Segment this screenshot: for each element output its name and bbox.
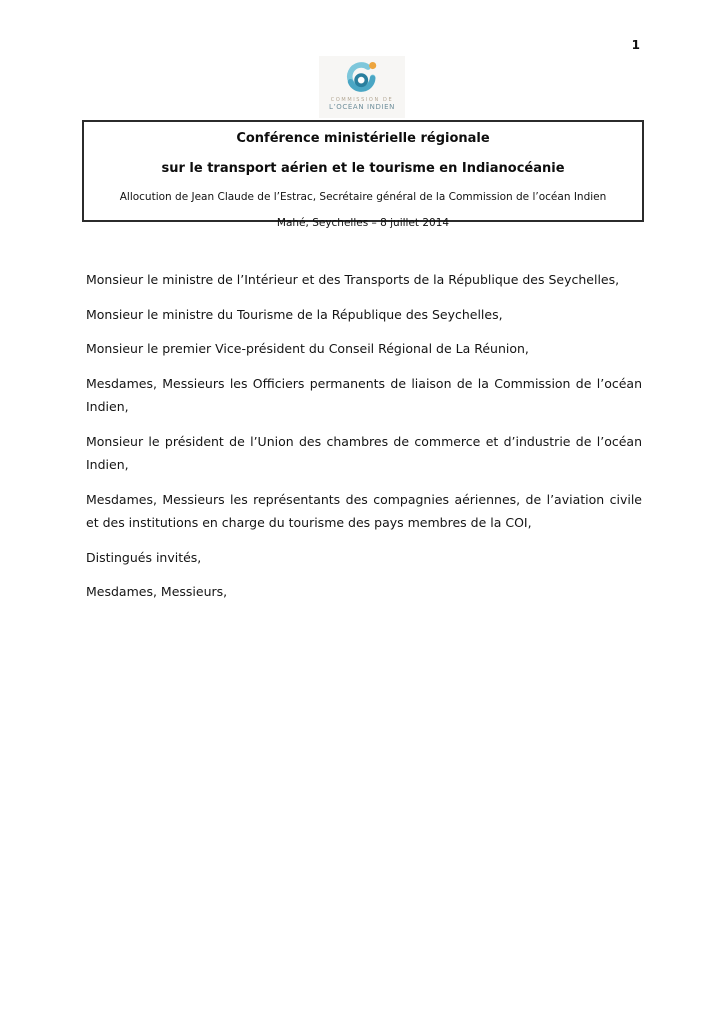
- header-box: [82, 120, 644, 229]
- paragraph: Monsieur le président de l’Union des chambres de commerce et d’industrie de l’océan Indien,: [86, 433, 642, 472]
- logo-caption-line1: COMMISSION DE: [330, 97, 394, 103]
- paragraph: Mesdames, Messieurs les Officiers permanents de liaison de la Commission de l’océan Indien,: [86, 375, 642, 414]
- paragraph: Monsieur le ministre du Tourisme de la République des Seychelles,: [86, 306, 503, 322]
- speech-salutations: [86, 268, 642, 615]
- paragraph: Monsieur le premier Vice-président du Conseil Régional de La Réunion,: [86, 341, 529, 356]
- logo-caption-line2: L’OCÉAN INDIEN: [328, 103, 395, 111]
- coi-logo: [319, 56, 405, 118]
- paragraph: Mesdames, Messieurs les représentants des compagnies aériennes, de l’aviation civile et des institutions en charge du tourisme des pays membres de la COI,: [86, 491, 642, 530]
- header-title-line1: Conférence ministérielle régionale: [236, 131, 490, 146]
- coi-swirl-icon: [343, 58, 381, 96]
- paragraph: Distingués invités,: [86, 549, 202, 565]
- header-subtitle: Allocution de Jean Claude de l’Estrac, Secrétaire général de la Commission de l’océan Indien: [119, 191, 607, 203]
- header-title-line2: sur le transport aérien et le tourisme en Indianocéanie: [161, 161, 565, 176]
- header-dateline: Mahé, Seychelles – 8 juillet 2014: [276, 217, 450, 229]
- page-number: 1: [631, 38, 640, 52]
- paragraph: Monsieur le ministre de l’Intérieur et des Transports de la République des Seychelles,: [86, 272, 620, 287]
- paragraph: Mesdames, Messieurs,: [86, 584, 228, 599]
